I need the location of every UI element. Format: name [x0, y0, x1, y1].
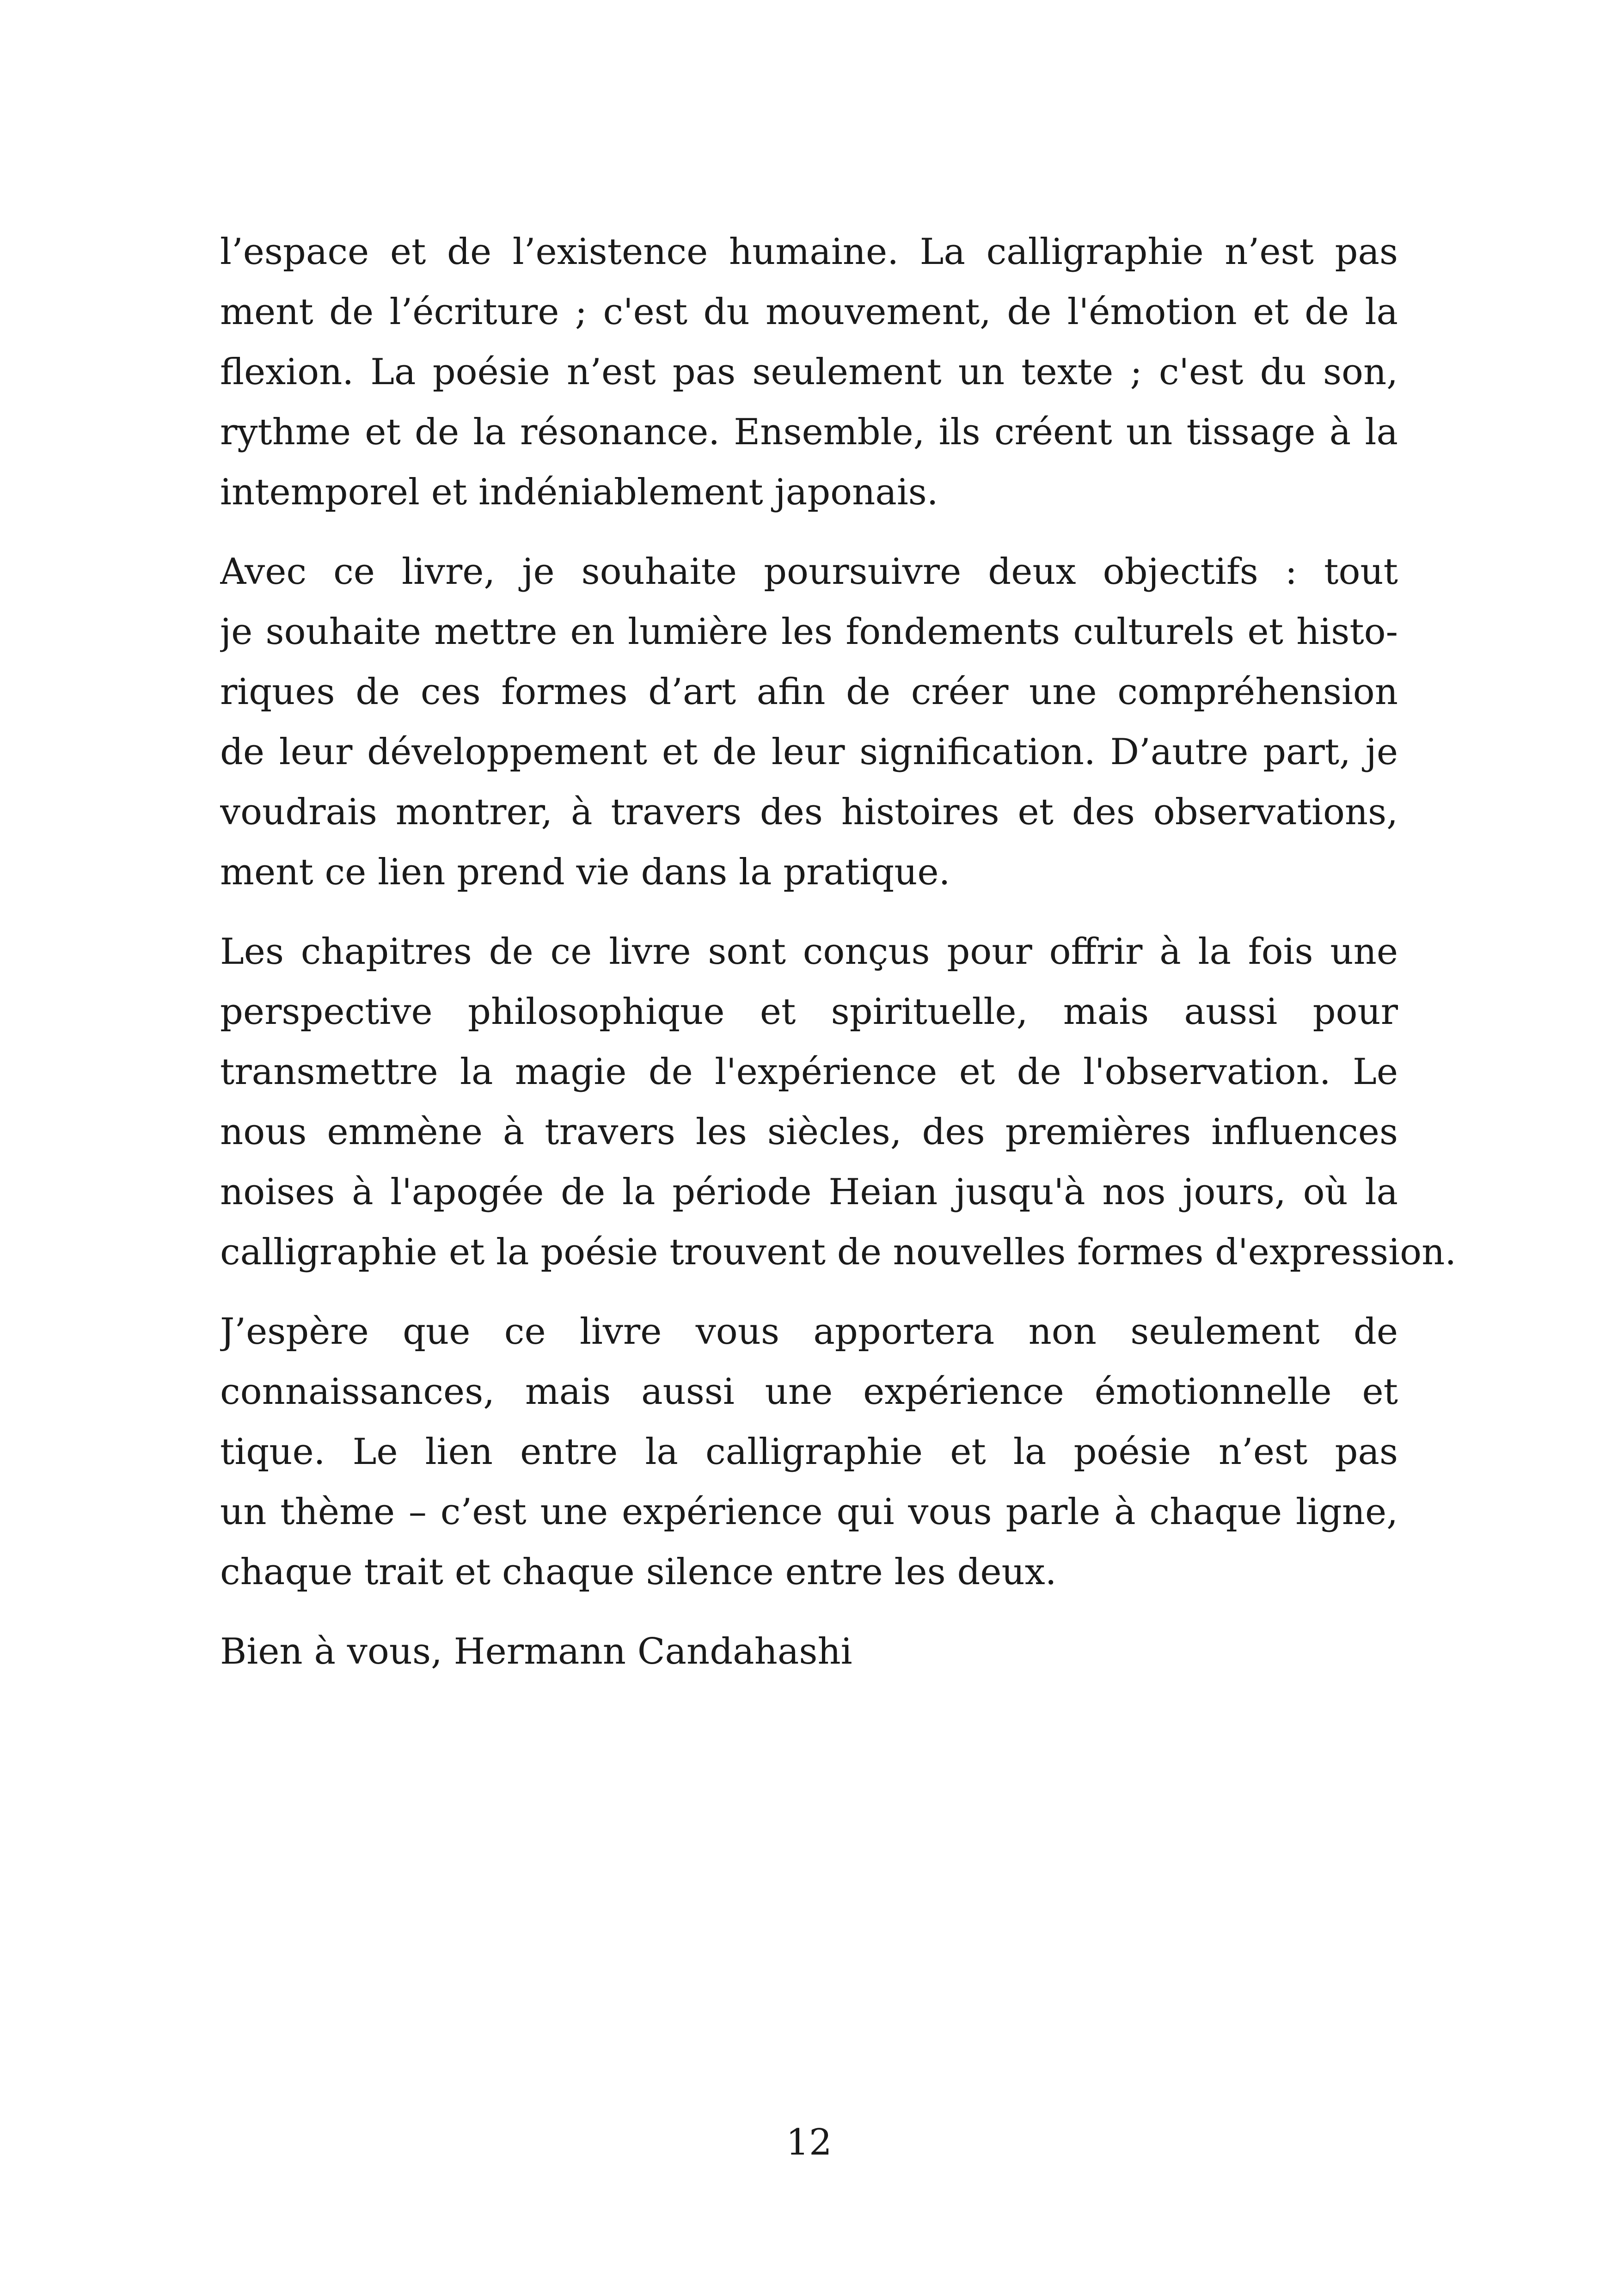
text-line: Avec ce livre, je souhaite poursuivre deux objectifs : tout [220, 551, 1398, 593]
text-line: perspective philosophique et spirituelle, mais aussi pour [220, 991, 1398, 1033]
signature [220, 1622, 1398, 1682]
text-line: flexion. La poésie n’est pas seulement un texte ; c'est du son, [220, 351, 1398, 393]
signature-line: Bien à vous, Hermann Candahashi [220, 1631, 852, 1672]
text-line: l’espace et de l’existence humaine. La calligraphie n’est pas [220, 231, 1398, 273]
text-line: voudrais montrer, à travers des histoires et des observations, [220, 791, 1398, 833]
text-line: rythme et de la résonance. Ensemble, ils créent un tissage à la [220, 411, 1398, 453]
text-line: transmettre la magie de l'expérience et de l'observation. Le [220, 1051, 1398, 1093]
text-line: noises à l'apogée de la période Heian jusqu'à nos jours, où la [220, 1171, 1398, 1213]
paragraph-4 [220, 1302, 1398, 1602]
body-text [220, 222, 1457, 1682]
paragraph-3 [220, 922, 1457, 1282]
text-line: de leur développement et de leur signification. D’autre part, je [220, 731, 1398, 773]
text-line: tique. Le lien entre la calligraphie et la poésie n’est pas [220, 1431, 1398, 1473]
text-line: nous emmène à travers les siècles, des premières influences [220, 1111, 1398, 1153]
text-line: chaque trait et chaque silence entre les deux. [220, 1551, 1057, 1593]
text-line: ment de l’écriture ; c'est du mouvement, de l'émotion et de la [220, 291, 1398, 333]
text-line: ment ce lien prend vie dans la pratique. [220, 851, 950, 893]
text-line: riques de ces formes d’art afin de créer une compréhension [220, 671, 1398, 713]
text-line: calligraphie et la poésie trouvent de nouvelles formes d'expression. [220, 1231, 1457, 1273]
text-line: je souhaite mettre en lumière les fondements culturels et histo- [220, 611, 1398, 653]
paragraph-1 [220, 222, 1398, 522]
text-line: Les chapitres de ce livre sont conçus pour offrir à la fois une [220, 931, 1398, 973]
text-line: intemporel et indéniablement japonais. [220, 471, 938, 513]
page-number: 12 [786, 2122, 832, 2163]
text-line: un thème – c’est une expérience qui vous parle à chaque ligne, [220, 1491, 1398, 1533]
paragraph-2 [220, 542, 1398, 902]
text-line: J’espère que ce livre vous apportera non seulement de [220, 1311, 1398, 1353]
text-line: connaissances, mais aussi une expérience émotionnelle et [220, 1371, 1398, 1413]
